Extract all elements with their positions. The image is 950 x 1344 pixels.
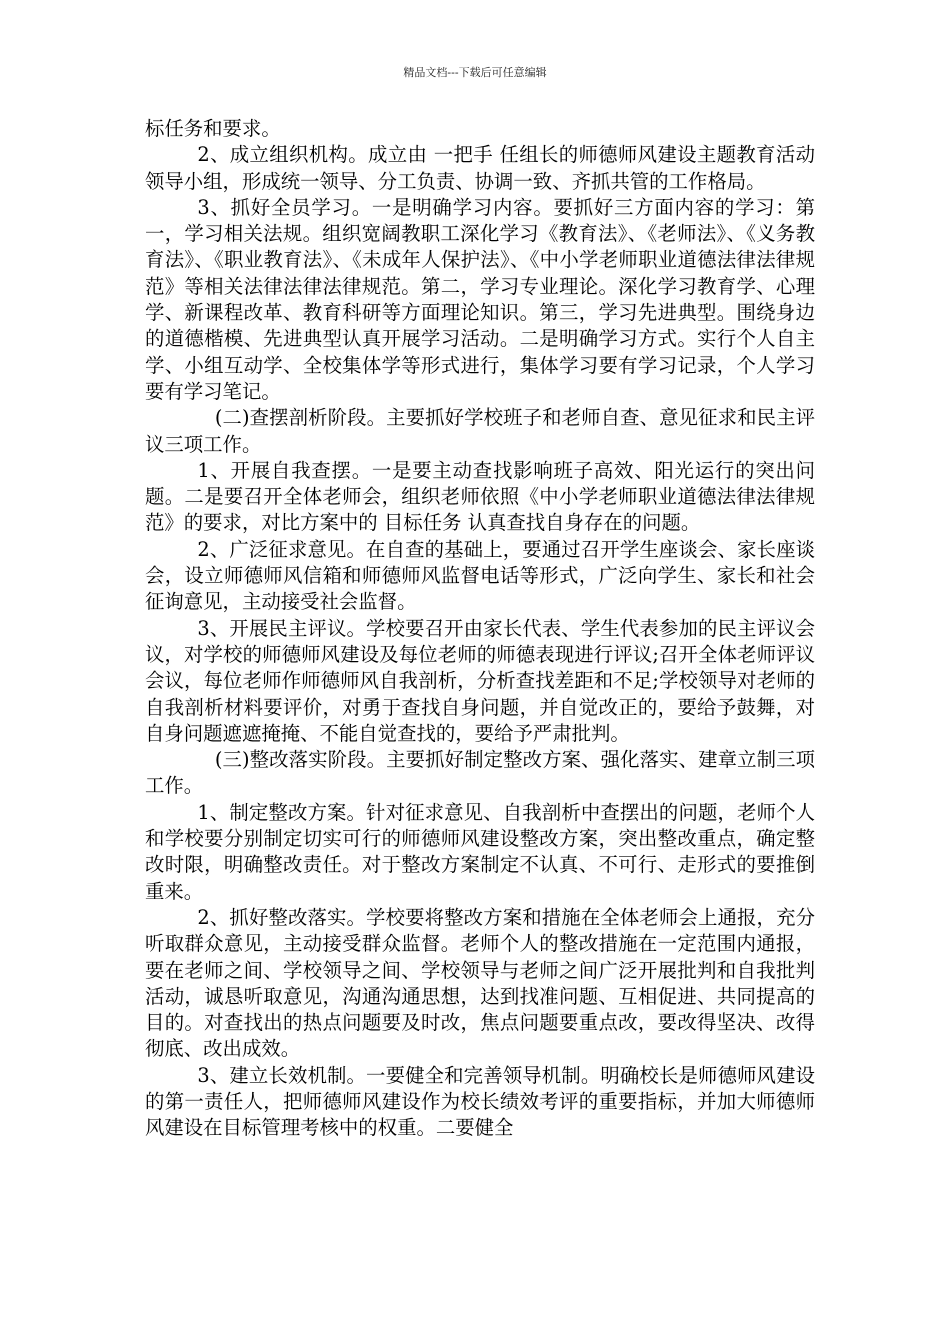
section-heading-paragraph: (二)查摆剖析阶段。主要抓好学校班子和老师自查、意见征求和民主评议三项工作。	[145, 406, 815, 456]
paragraph: 3、建立长效机制。一要健全和完善领导机制。明确校长是师德师风建设的第一责任人，把师德师风建设作为校长绩效考评的重要指标，并加大师德师风建设在目标管理考核中的权重。二要健全	[145, 1063, 815, 1140]
paragraph: 1、制定整改方案。针对征求意见、自我剖析中查摆出的问题，老师个人和学校要分别制定切实可行的师德师风建设整改方案，突出整改重点，确定整改时限，明确整改责任。对于整改方案制定不认真、不可行、走形式的要推倒重来。	[145, 800, 815, 903]
paragraph: 1、开展自我查摆。一是要主动查找影响班子高效、阳光运行的突出问题。二是要召开全体老师会，组织老师依照《中小学老师职业道德法律法律规范》的要求，对比方案中的 目标任务 认真查找自身存在的问题。	[145, 458, 815, 535]
paragraph: 2、抓好整改落实。学校要将整改方案和措施在全体老师会上通报，充分听取群众意见，主动接受群众监督。老师个人的整改措施在一定范围内通报，要在老师之间、学校领导之间、学校领导与老师之间广泛开展批判和自我批判活动，诚恳听取意见，沟通沟通思想，达到找准问题、互相促进、共同提高的目的。对查找出的热点问题要及时改，焦点问题要重点改，要改得坚决、改得彻底、改出成效。	[145, 905, 815, 1061]
document-body	[145, 116, 815, 1142]
paragraph: 3、抓好全员学习。一是明确学习内容。要抓好三方面内容的学习：第一，学习相关法规。组织宽阔教职工深化学习《教育法》、《老师法》、《义务教育法》、《职业教育法》、《未成年人保护法》、《中小学老师职业道德法律法律规范》等相关法律法律法律规范。第二，学习专业理论。深化学习教育学、心理学、新课程改革、教育科研等方面理论知识。第三，学习先进典型。围绕身边的道德楷模、先进典型认真开展学习活动。二是明确学习方式。实行个人自主学、小组互动学、全校集体学等形式进行，集体学习要有学习记录，个人学习要有学习笔记。	[145, 195, 815, 403]
paragraph: 2、成立组织机构。成立由 一把手 任组长的师德师风建设主题教育活动领导小组，形成统一领导、分工负责、协调一致、齐抓共管的工作格局。	[145, 143, 815, 193]
paragraph: 2、广泛征求意见。在自查的基础上，要通过召开学生座谈会、家长座谈会，设立师德师风信箱和师德师风监督电话等形式，广泛向学生、家长和社会征询意见，主动接受社会监督。	[145, 537, 815, 614]
page-header: 精品文档---下载后可任意编辑	[403, 66, 547, 79]
paragraph: 3、开展民主评议。学校要召开由家长代表、学生代表参加的民主评议会议，对学校的师德师风建设及每位老师的师德表现进行评议;召开全体老师评议会议，每位老师作师德师风自我剖析，分析查找差距和不足;学校领导对老师的自我剖析材料要评价，对勇于查找自身问题，并自觉改正的，要给予鼓舞，对自身问题遮遮掩掩、不能自觉查找的，要给予严肃批判。	[145, 616, 815, 745]
paragraph: 标任务和要求。	[145, 117, 281, 140]
section-heading-paragraph: (三)整改落实阶段。主要抓好制定整改方案、强化落实、建章立制三项工作。	[145, 748, 815, 798]
